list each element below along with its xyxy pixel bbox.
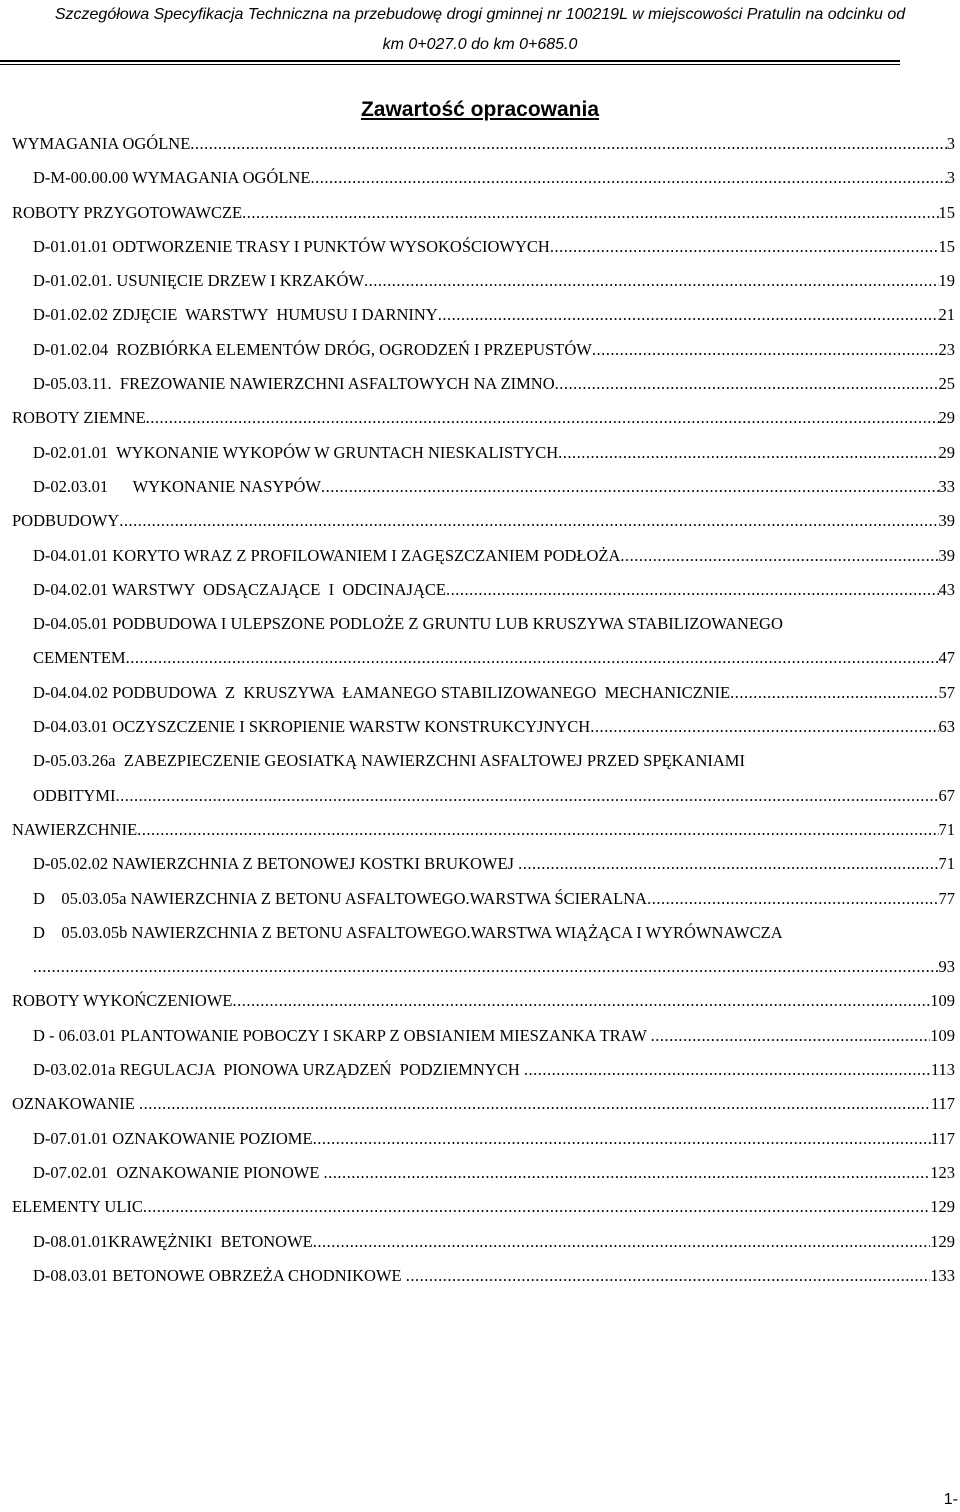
toc-entry[interactable] (0, 264, 960, 298)
toc-leader (518, 847, 938, 881)
toc-entry-page: 15 (938, 236, 955, 256)
toc-entry-page: 23 (938, 339, 955, 359)
toc-entry-page: 21 (938, 305, 955, 325)
toc-entry-label: ODBITYMI (33, 785, 116, 805)
toc-entry[interactable] (0, 1156, 960, 1190)
toc-entry-page: 67 (938, 785, 955, 805)
toc-entry-label: D-04.01.01 KORYTO WRAZ Z PROFILOWANIEM I ZAGĘSZCZANIEM PODŁOŻA (33, 545, 621, 565)
toc-entry-label: D - 06.03.01 PLANTOWANIE POBOCZY I SKARP Z OBSIANIEM MIESZANKA TRAW (33, 1025, 651, 1045)
toc-entry-page: 47 (938, 648, 955, 668)
toc-leader (190, 127, 946, 161)
header-line-2: km 0+027.0 do km 0+685.0 (382, 36, 578, 53)
toc-entry-label: PODBUDOWY (12, 511, 120, 531)
toc-leader (137, 813, 938, 847)
toc-leader (620, 539, 938, 573)
toc-entry-label: D 05.03.05a NAWIERZCHNIA Z BETONU ASFALTOWEGO.WARSTWA ŚCIERALNA (33, 888, 648, 908)
toc-entry[interactable] (0, 196, 960, 230)
toc-entry[interactable] (0, 539, 960, 573)
table-of-contents (0, 127, 960, 1293)
toc-entry[interactable] (0, 1087, 960, 1121)
toc-entry-label: D-04.02.01 WARSTWY ODSĄCZAJĄCE I ODCINAJĄCE (33, 579, 446, 599)
toc-entry[interactable] (0, 607, 960, 641)
toc-entry-page: 123 (930, 1162, 955, 1182)
toc-entry-page: 39 (938, 545, 955, 565)
toc-leader (590, 710, 938, 744)
toc-entry-page: 63 (938, 717, 955, 737)
toc-entry-page: 129 (930, 1231, 955, 1251)
toc-entry-label: ROBOTY PRZYGOTOWAWCZE (12, 202, 243, 222)
toc-leader (33, 950, 939, 984)
toc-entry-label: OZNAKOWANIE (12, 1094, 139, 1114)
toc-entry-page: 57 (938, 682, 955, 702)
toc-entry[interactable] (0, 504, 960, 538)
toc-entry[interactable] (0, 436, 960, 470)
toc-leader (116, 779, 939, 813)
toc-leader (730, 676, 938, 710)
header-rule-thick (0, 60, 900, 62)
toc-leader (310, 161, 946, 195)
toc-entry-continuation[interactable] (0, 779, 960, 813)
toc-leader (146, 401, 939, 435)
toc-entry-label: D-M-00.00.00 WYMAGANIA OGÓLNE (33, 168, 311, 188)
toc-entry[interactable] (0, 161, 960, 195)
toc-entry-label: D-01.02.04 ROZBIÓRKA ELEMENTÓW DRÓG, OGRODZEŃ I PRZEPUSTÓW (33, 339, 592, 359)
toc-leader (232, 984, 930, 1018)
toc-entry-page: 109 (930, 991, 955, 1011)
toc-entry-page: 117 (930, 1128, 955, 1148)
toc-entry-label: D-01.01.01 ODTWORZENIE TRASY I PUNKTÓW WYSOKOŚCIOWYCH (33, 236, 550, 256)
toc-entry-label: D-03.02.01a REGULACJA PIONOWA URZĄDZEŃ PODZIEMNYCH (33, 1060, 524, 1080)
toc-entry-label: D-08.03.01 BETONOWE OBRZEŻA CHODNIKOWE (33, 1265, 406, 1285)
toc-entry-page: 15 (938, 202, 955, 222)
toc-entry[interactable] (0, 847, 960, 881)
toc-entry-page: 129 (930, 1197, 955, 1217)
toc-entry-continuation[interactable] (0, 950, 960, 984)
document-header (0, 0, 960, 60)
toc-entry[interactable] (0, 1019, 960, 1053)
toc-entry-page: 109 (930, 1025, 955, 1045)
toc-entry-page: 19 (938, 271, 955, 291)
toc-entry-label: D-07.02.01 OZNAKOWANIE PIONOWE (33, 1162, 324, 1182)
toc-leader (558, 436, 938, 470)
toc-leader (143, 1190, 930, 1224)
toc-entry-page: 29 (938, 408, 955, 428)
toc-leader (550, 230, 939, 264)
toc-leader (438, 298, 939, 332)
toc-entry[interactable] (0, 984, 960, 1018)
toc-leader (126, 641, 939, 675)
toc-entry[interactable] (0, 916, 960, 950)
toc-entry-page: 71 (938, 819, 955, 839)
toc-entry-label: D-05.02.02 NAWIERZCHNIA Z BETONOWEJ KOSTKI BRUKOWEJ (33, 854, 519, 874)
toc-leader (555, 367, 939, 401)
toc-entry-page: 43 (938, 579, 955, 599)
toc-entry[interactable] (0, 744, 960, 778)
toc-entry-label: D-04.04.02 PODBUDOWA Z KRUSZYWA ŁAMANEGO STABILIZOWANEGO MECHANICZNIE (33, 682, 731, 702)
toc-entry-label: CEMENTEM (33, 648, 126, 668)
header-rule-thin (0, 64, 900, 65)
toc-entry[interactable] (0, 573, 960, 607)
toc-entry-label: D-01.02.02 ZDJĘCIE WARSTWY HUMUSU I DARNINY (33, 305, 438, 325)
toc-entry[interactable] (0, 710, 960, 744)
toc-entry-page: 77 (938, 888, 955, 908)
toc-entry[interactable] (0, 333, 960, 367)
toc-entry-page: 3 (946, 168, 955, 188)
toc-entry-page: 3 (946, 134, 955, 153)
toc-leader (651, 1019, 931, 1053)
toc-entry-label: D 05.03.05b NAWIERZCHNIA Z BETONU ASFALTOWEGO.WARSTWA WIĄŻĄCA I WYRÓWNAWCZA (33, 922, 783, 942)
toc-entry-label: D-05.03.26a ZABEZPIECZENIE GEOSIATKĄ NAWIERZCHNI ASFALTOWEJ PRZED SPĘKANIAMI (33, 751, 745, 771)
toc-entry[interactable] (0, 401, 960, 435)
toc-entry-label: WYMAGANIA OGÓLNE (12, 134, 191, 153)
toc-leader (313, 1122, 931, 1156)
toc-entry-page: 29 (938, 442, 955, 462)
toc-leader (406, 1259, 931, 1293)
toc-entry[interactable] (0, 1053, 960, 1087)
page-number-marker: 1- (943, 1491, 958, 1508)
toc-entry-label: D-08.01.01KRAWĘŻNIKI BETONOWE (33, 1231, 313, 1251)
toc-entry-label: D-02.03.01 WYKONANIE NASYPÓW (33, 476, 321, 496)
toc-entry-label: ROBOTY ZIEMNE (12, 408, 146, 428)
toc-entry[interactable] (0, 127, 960, 161)
toc-entry-page: 113 (930, 1060, 955, 1080)
toc-entry[interactable] (0, 882, 960, 916)
toc-entry-page: 71 (938, 854, 955, 874)
toc-entry[interactable] (0, 1225, 960, 1259)
toc-entry[interactable] (0, 230, 960, 264)
toc-leader (313, 1225, 931, 1259)
toc-entry-label: D-05.03.11. FREZOWANIE NAWIERZCHNI ASFALTOWYCH NA ZIMNO (33, 374, 555, 394)
toc-entry[interactable] (0, 1259, 960, 1293)
toc-entry-label: D-01.02.01. USUNIĘCIE DRZEW I KRZAKÓW (33, 271, 365, 291)
toc-leader (364, 264, 938, 298)
toc-entry-page: 39 (938, 511, 955, 531)
toc-entry-page: 117 (930, 1094, 955, 1114)
toc-entry-label: ROBOTY WYKOŃCZENIOWE (12, 991, 233, 1011)
page-title: Zawartość opracowania (360, 98, 600, 121)
toc-leader (242, 196, 938, 230)
toc-leader (139, 1087, 931, 1121)
toc-entry-page: 25 (938, 374, 955, 394)
toc-leader (119, 504, 938, 538)
toc-leader (446, 573, 939, 607)
toc-leader (321, 470, 939, 504)
toc-entry[interactable] (0, 1122, 960, 1156)
toc-entry-page: 33 (938, 476, 955, 496)
toc-entry[interactable] (0, 1190, 960, 1224)
toc-leader (647, 882, 938, 916)
toc-leader (324, 1156, 931, 1190)
toc-entry-page: 93 (938, 957, 955, 977)
toc-leader (592, 333, 939, 367)
toc-entry[interactable] (0, 470, 960, 504)
toc-entry-label: NAWIERZCHNIE (12, 819, 138, 839)
toc-entry-label: D-04.03.01 OCZYSZCZENIE I SKROPIENIE WARSTW KONSTRUKCYJNYCH (33, 717, 591, 737)
toc-entry[interactable] (0, 676, 960, 710)
toc-entry[interactable] (0, 813, 960, 847)
toc-entry[interactable] (0, 367, 960, 401)
toc-entry-label: ELEMENTY ULIC (12, 1197, 143, 1217)
toc-leader (524, 1053, 931, 1087)
toc-entry-label: D-04.05.01 PODBUDOWA I ULEPSZONE PODLOŻE Z GRUNTU LUB KRUSZYWA STABILIZOWANEGO (33, 614, 783, 634)
toc-entry-page: 133 (930, 1265, 955, 1285)
header-line-1: Szczegółowa Specyfikacja Techniczna na przebudowę drogi gminnej nr 100219L w miejscowości Pratulin na odcinku od (54, 6, 906, 23)
toc-entry[interactable] (0, 298, 960, 332)
toc-entry-continuation[interactable] (0, 641, 960, 675)
toc-entry-label: D-07.01.01 OZNAKOWANIE POZIOME (33, 1128, 313, 1148)
toc-entry-label: D-02.01.01 WYKONANIE WYKOPÓW W GRUNTACH NIESKALISTYCH (33, 442, 559, 462)
